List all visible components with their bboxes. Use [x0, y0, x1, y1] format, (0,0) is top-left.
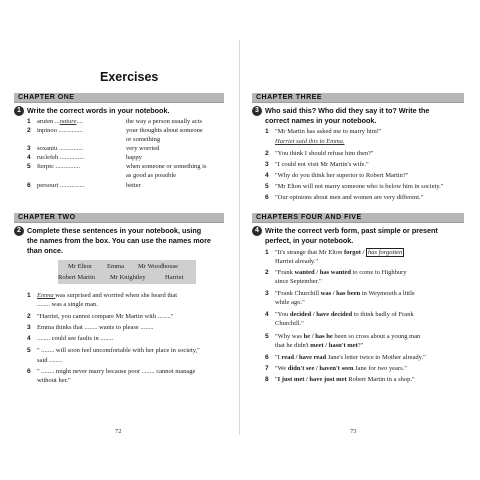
sentence-text: "Why was: [275, 333, 304, 340]
sentence-line: [37, 292, 177, 301]
item-number: 6: [27, 368, 31, 375]
item-number: 3: [27, 324, 31, 331]
chapter-three-bar: [252, 93, 464, 103]
answer-blank: ...............: [56, 127, 83, 134]
scrambled-word: [37, 127, 83, 136]
scrambled-word: [37, 182, 84, 191]
sentence-text: said ........: [37, 357, 63, 364]
definition: as good as possible: [126, 172, 177, 179]
names-box: [58, 260, 196, 284]
sentence-text: to think badly of Frank: [352, 311, 414, 318]
exercise-instruction-line: than once.: [27, 246, 63, 255]
sentence-text: ........ could see faults in ........: [37, 335, 114, 342]
handwritten-answer: Harriet said this to Emma.: [275, 138, 345, 145]
sentence-text: without her.": [37, 377, 71, 384]
name-mr-woodhouse: Mr Woodhouse: [138, 263, 178, 270]
sentence-text: to come to Highbury: [350, 269, 407, 276]
definition: very worried: [126, 145, 160, 152]
definition: when someone or something is: [126, 163, 207, 170]
item-number: 3: [27, 145, 31, 152]
sentence-text: Jane for two years.": [353, 365, 407, 372]
verb-line: [275, 249, 404, 258]
word-text: persouri: [37, 182, 59, 189]
answer-blank: ....: [76, 118, 83, 125]
chapter-one-heading: CHAPTER ONE: [18, 94, 75, 101]
sentence-text: "Frank Churchill: [275, 290, 321, 297]
verb-line: [275, 333, 420, 342]
quote-line: "I could not visit Mr Martin's wife.": [275, 161, 369, 168]
item-number: 2: [27, 127, 31, 134]
sentence-text: "It's strange that Mr Elton: [275, 249, 344, 256]
sentence-line: [37, 357, 62, 366]
sentence-line: [37, 377, 71, 386]
verb-choice: forgot /: [344, 249, 367, 256]
item-number: 1: [27, 118, 31, 125]
verb-choice: didn't see / haven't seen: [287, 365, 354, 372]
exercise-instruction-line: perfect, in your notebook.: [265, 236, 354, 245]
word-text: aruten: [37, 118, 54, 125]
verb-choice: read / have read: [281, 354, 327, 361]
definition: better: [126, 182, 141, 189]
verb-line: [275, 311, 414, 320]
item-number: 7: [265, 365, 269, 372]
right-page: [240, 0, 480, 480]
page-number: 72: [115, 428, 122, 435]
verb-line: [275, 290, 415, 299]
sentence-text: "Harriet, you cannot compare Mr Martin with ........": [37, 313, 174, 320]
word-text: inpinoo: [37, 127, 57, 134]
word-text: soxaniu: [37, 145, 58, 152]
item-number: 4: [27, 335, 31, 342]
sentence-line: [37, 347, 200, 356]
sentence-text: " ........ might never marry because poor ........ cannot manage: [37, 368, 196, 375]
exercise-instruction-line: the names from the box. You can use the names more: [27, 236, 211, 245]
verb-choice: I just met / have just met: [277, 376, 347, 383]
quote-line: "Our opinions about men and women are very different.": [275, 194, 424, 201]
verb-choice: decided / have decided: [289, 311, 353, 318]
name-harriet: Harriet: [165, 274, 184, 281]
item-number: 4: [27, 154, 31, 161]
sentence-text: ": [275, 376, 278, 383]
exercise-number: 1: [14, 106, 24, 116]
sentence-text: "You: [275, 311, 290, 318]
quote-line: "Mr Martin has asked me to marry him!": [275, 128, 382, 135]
sentence-text: Emma thinks that ........ wants to please ........: [37, 324, 154, 331]
exercise-instruction-line: Who said this? Who did they say it to? Write the: [265, 106, 430, 115]
verb-line: [275, 354, 426, 363]
item-number: 2: [265, 150, 269, 157]
exercise-number: 3: [252, 106, 262, 116]
word-text: ruclefeh: [37, 154, 59, 161]
chapter-two-bar: [14, 213, 224, 223]
answer-blank: ...............: [58, 154, 85, 161]
chapters-four-five-heading: CHAPTERS FOUR AND FIVE: [256, 214, 362, 221]
sentence-text: "I: [275, 354, 282, 361]
exercise-instruction-line: Complete these sentences in your notebook, using: [27, 226, 202, 235]
verb-choice: wanted / has wanted: [294, 269, 351, 276]
word-text: fterptc: [37, 163, 54, 170]
quote-line: "Mr Elton will not marry someone who is below him in society.": [275, 183, 444, 190]
page-number: 73: [350, 428, 357, 435]
sentence-text: ?": [357, 342, 364, 349]
exercise-number: 2: [14, 226, 24, 236]
verb-line: [275, 365, 407, 374]
quote-line: "You think I should refuse him then?": [275, 150, 374, 157]
exercise-number: 4: [252, 226, 262, 236]
sentence-text: was surprised and worried when she heard that: [55, 292, 178, 299]
chapter-three-heading: CHAPTER THREE: [256, 94, 323, 101]
scrambled-word: [37, 145, 83, 154]
sentence-text: while ago.": [275, 299, 305, 306]
sentence-text: Jane's letter twice to Mother already.": [326, 354, 426, 361]
exercise-instruction: Write the correct words in your notebook.: [27, 106, 170, 115]
item-number: 1: [27, 292, 31, 299]
sentence-line: [37, 301, 98, 310]
answer-blank: ...............: [58, 182, 85, 189]
sentence-text: ........ was a single man.: [37, 301, 98, 308]
item-number: 5: [265, 183, 269, 190]
scrambled-word: [37, 154, 84, 163]
sentence-text: in Weymouth a little: [360, 290, 415, 297]
answer-blank: ...: [53, 118, 60, 125]
verb-line: [275, 269, 407, 278]
item-number: 5: [265, 333, 269, 340]
item-number: 4: [265, 172, 269, 179]
chapter-two-heading: CHAPTER TWO: [18, 214, 76, 221]
name-mr-elton: Mr Elton: [68, 263, 92, 270]
sentence-line: [37, 313, 173, 322]
page-title: Exercises: [100, 70, 159, 84]
sentence-text: "We: [275, 365, 288, 372]
sentence-line: [37, 324, 153, 333]
item-number: 4: [265, 311, 269, 318]
item-number: 3: [265, 290, 269, 297]
verb-line: [275, 299, 305, 308]
sentence-text: Robert Martin in a shop.": [346, 376, 415, 383]
sentence-line: [37, 335, 113, 344]
sentence-text: been so cross about a young man: [332, 333, 421, 340]
sentence-line: [37, 368, 195, 377]
verb-line: [275, 342, 363, 351]
verb-choice: was / has been: [320, 290, 361, 297]
name-mr-knightley: Mr Knightley: [110, 274, 146, 281]
handwritten-answer: nature: [59, 118, 77, 125]
answer-blank: ...............: [53, 163, 80, 170]
exercise-instruction-line: Write the correct verb form, past simple or present: [265, 226, 438, 235]
verb-choice: meet / hasn't met: [310, 342, 358, 349]
item-number: 1: [265, 249, 269, 256]
sentence-text: Churchill.": [275, 320, 304, 327]
item-number: 5: [27, 163, 31, 170]
item-number: 1: [265, 128, 269, 135]
item-number: 6: [265, 194, 269, 201]
verb-line: [275, 376, 415, 385]
item-number: 5: [27, 347, 31, 354]
name-emma: Emma: [107, 263, 124, 270]
name-robert-martin: Robert Martin: [58, 274, 96, 281]
verb-line: [275, 258, 318, 267]
item-number: 8: [265, 376, 269, 383]
item-number: 6: [27, 182, 31, 189]
scrambled-word: [37, 118, 83, 127]
sentence-text: " ........ will soon feel uncomfortable with her place in society,": [37, 347, 200, 354]
answer-blank: ...............: [57, 145, 84, 152]
item-number: 3: [265, 161, 269, 168]
verb-line: [275, 320, 304, 329]
definition: your thoughts about someone: [126, 127, 203, 134]
item-number: 2: [27, 313, 31, 320]
sentence-text: "Frank: [275, 269, 295, 276]
sentence-text: Harriet already.": [275, 258, 319, 265]
chapters-four-five-bar: [252, 213, 464, 223]
verb-line: [275, 278, 322, 287]
sentence-text: since September.": [275, 278, 322, 285]
exercise-instruction-line: correct names in your notebook.: [265, 116, 377, 125]
item-number: 6: [265, 354, 269, 361]
sentence-text: that he didn't: [275, 342, 311, 349]
quote-line: "Why do you think her superior to Robert Martin?": [275, 172, 409, 179]
definition: happy: [126, 154, 142, 161]
verb-choice: he / has he: [303, 333, 333, 340]
chapter-one-bar: [14, 93, 224, 103]
item-number: 2: [265, 269, 269, 276]
handwritten-answer: Emma: [37, 292, 54, 299]
definition: the way a person usually acts: [126, 118, 202, 125]
circled-answer: has forgotten: [368, 249, 403, 256]
definition: or something: [126, 136, 161, 143]
scrambled-word: [37, 163, 80, 172]
